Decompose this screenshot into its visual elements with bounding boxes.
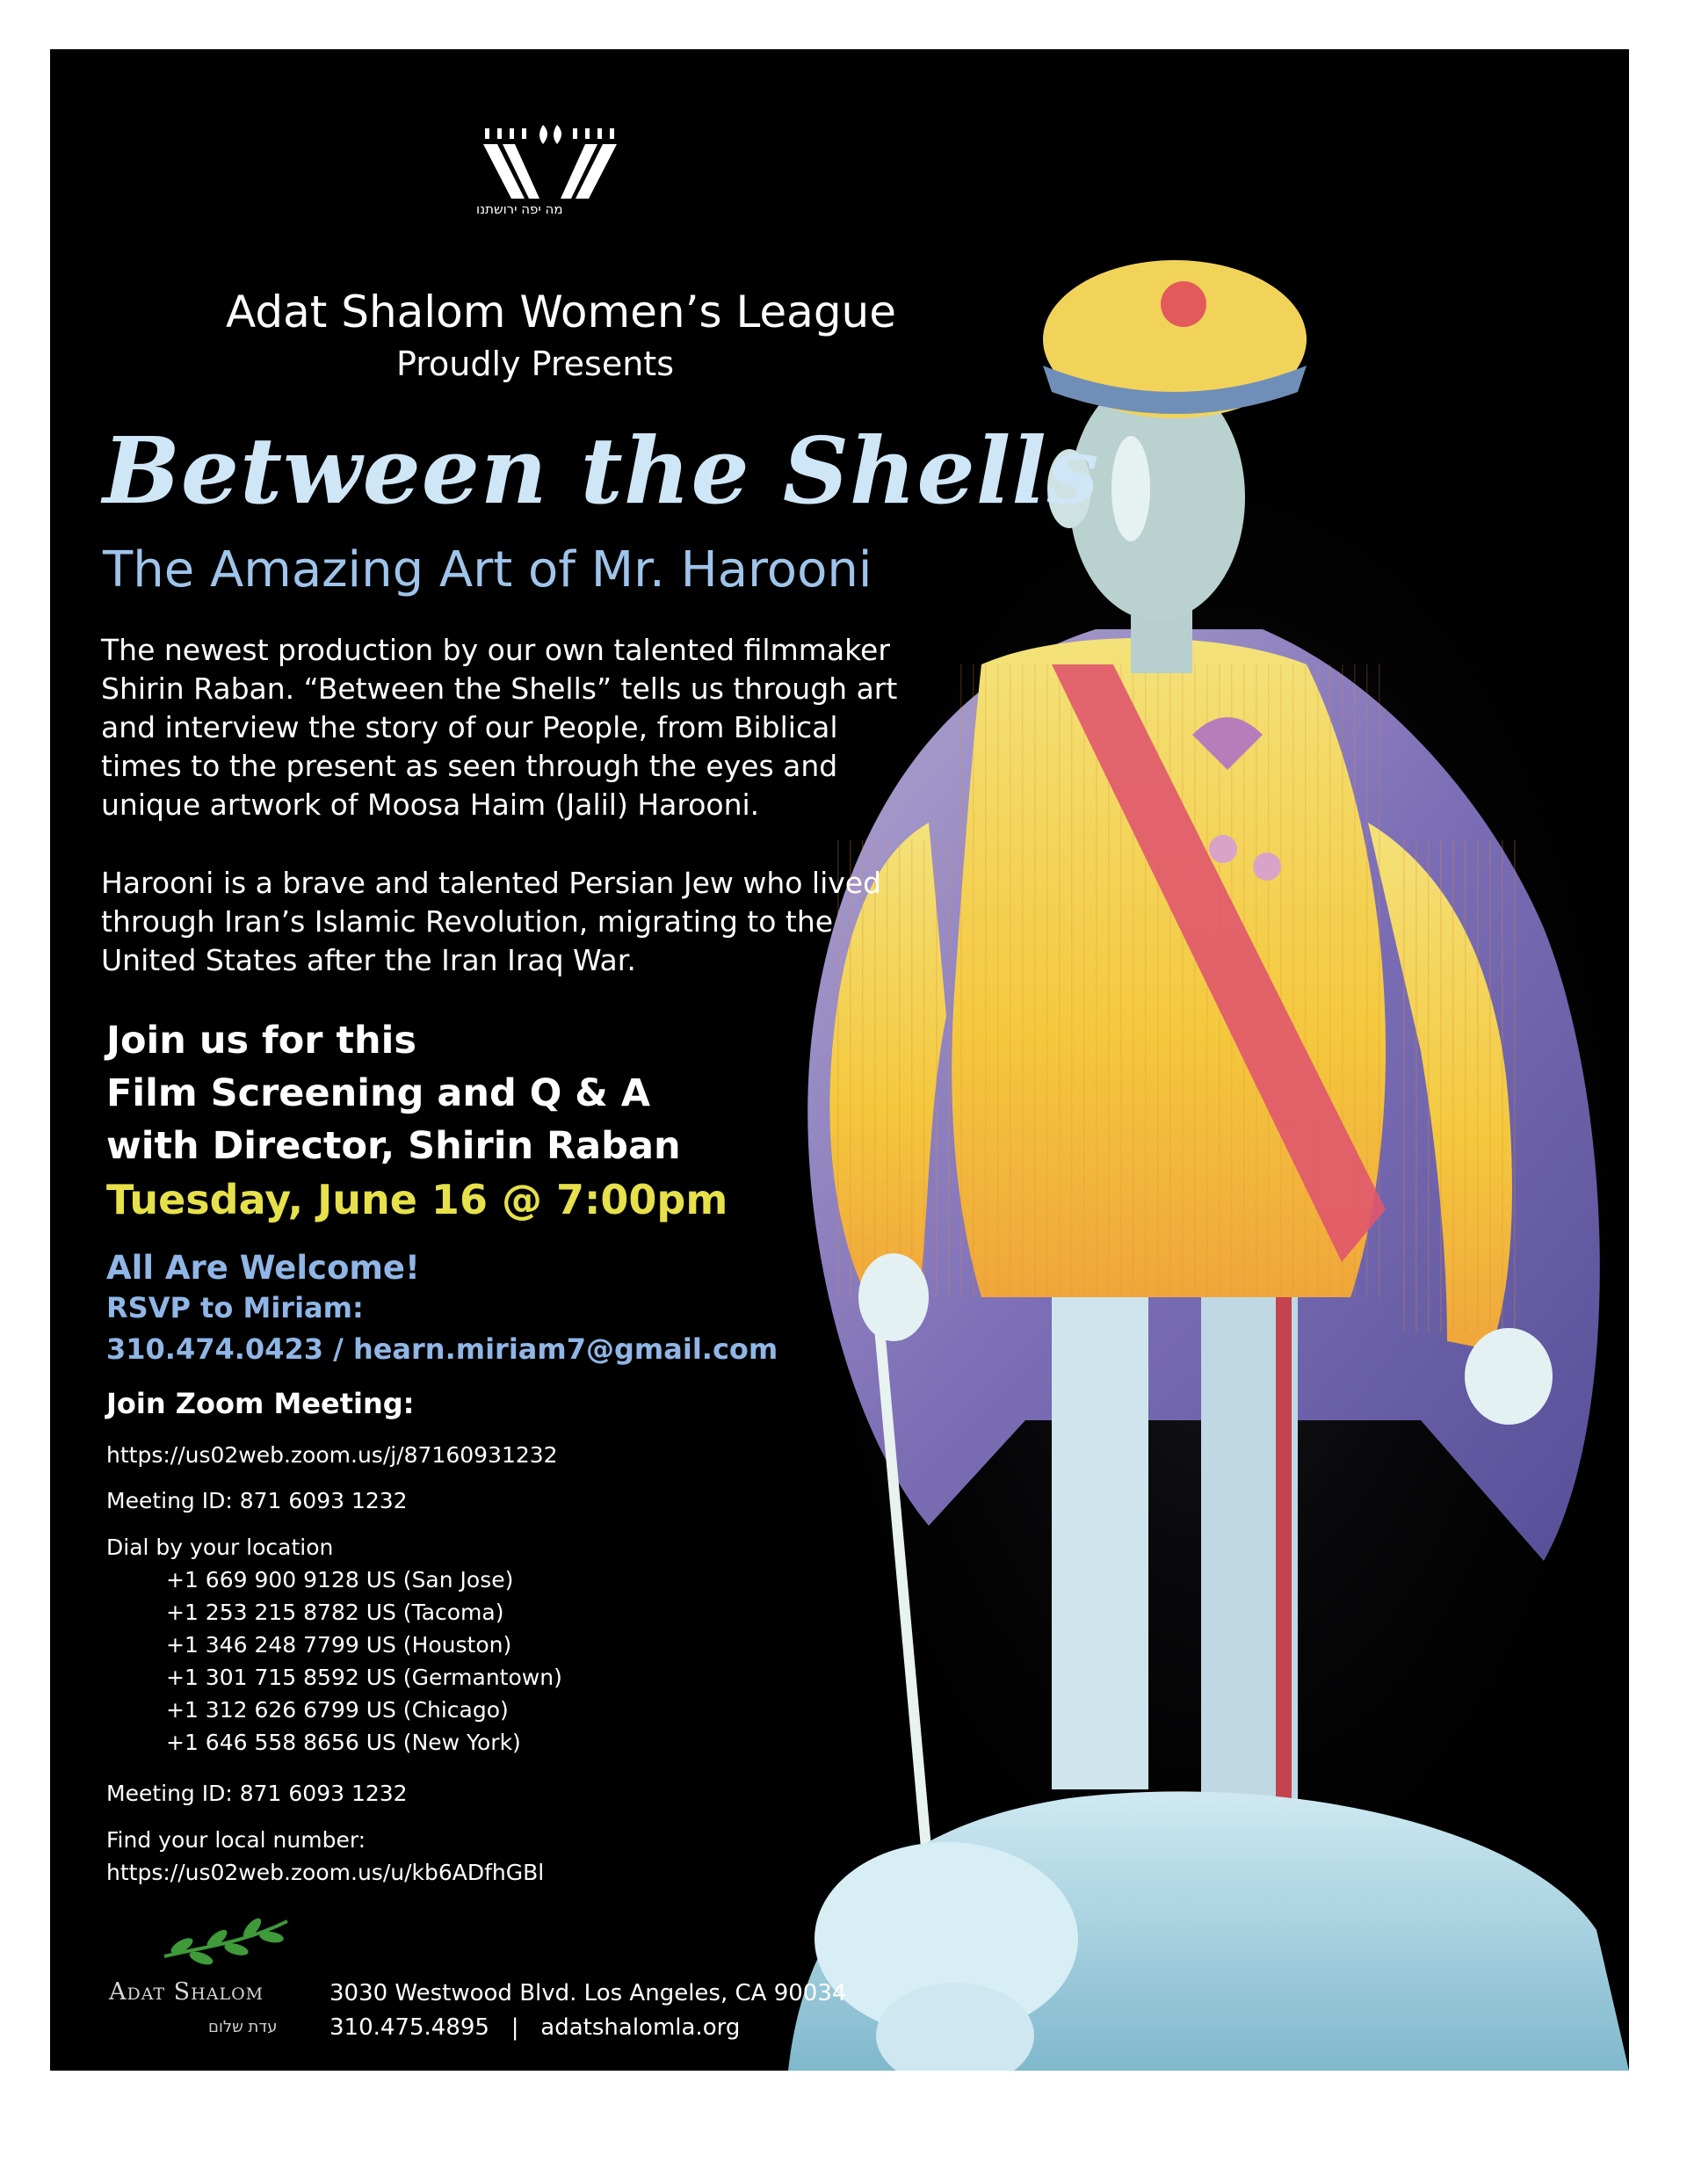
find-number-heading: Find your local number: — [106, 1827, 366, 1853]
description-paragraph: Harooni is a brave and talented Persian Jew who lived through Iran’s Islamic Revolution, migrating to the United States after the Iran Iraq War. — [101, 866, 882, 977]
zoom-meeting-link[interactable]: https://us02web.zoom.us/j/87160931232 — [106, 1442, 558, 1468]
welcome-text: All Are Welcome! — [106, 1249, 420, 1287]
dial-number: +1 669 900 9128 US (San Jose) — [166, 1567, 514, 1593]
event-date: Tuesday, June 16 @ 7:00pm — [106, 1176, 728, 1223]
footer-org-name: Adat Shalom — [109, 1978, 264, 2006]
olive-branch-icon — [156, 1912, 296, 1974]
event-line: with Director, Shirin Raban — [106, 1124, 681, 1168]
menorah-logo-icon — [476, 121, 626, 200]
footer-org-hebrew: עדת שלום — [208, 2018, 278, 2036]
footer-address: 3030 Westwood Blvd. Los Angeles, CA 90034 — [329, 1980, 847, 2006]
org-title: Adat Shalom Women’s League — [226, 287, 897, 337]
footer-contact: 310.475.4895 | adatshalomla.org — [329, 2014, 741, 2041]
logo-tagline: מה יפה ירושתנו — [476, 201, 563, 217]
description-paragraph: The newest production by our own talented filmmaker Shirin Raban. “Between the Shells” tells us through art and interview the story of our People, from Biblical times to the present as seen through the eyes and unique artwork of Moosa Haim (Jalil) Harooni. — [101, 633, 898, 822]
find-number-link[interactable]: https://us02web.zoom.us/u/kb6ADfhGBl — [106, 1860, 545, 1885]
page-title: Between the Shells — [103, 417, 1100, 525]
dial-heading: Dial by your location — [106, 1535, 334, 1560]
rsvp-label: RSVP to Miriam: — [106, 1291, 364, 1324]
dial-number: +1 301 715 8592 US (Germantown) — [166, 1665, 562, 1690]
dial-number: +1 253 215 8782 US (Tacoma) — [166, 1600, 504, 1625]
zoom-heading: Join Zoom Meeting: — [106, 1387, 415, 1420]
meeting-id: Meeting ID: 871 6093 1232 — [106, 1781, 408, 1806]
presents-line: Proudly Presents — [396, 345, 674, 383]
event-line: Join us for this — [106, 1019, 416, 1063]
dial-number: +1 346 248 7799 US (Houston) — [166, 1632, 512, 1658]
event-line: Film Screening and Q & A — [106, 1071, 650, 1115]
dial-number: +1 646 558 8656 US (New York) — [166, 1730, 521, 1755]
meeting-id: Meeting ID: 871 6093 1232 — [106, 1488, 408, 1513]
dial-number: +1 312 626 6799 US (Chicago) — [166, 1697, 509, 1723]
rsvp-contact-link[interactable]: 310.474.0423 / hearn.miriam7@gmail.com — [106, 1332, 778, 1366]
subtitle: The Amazing Art of Mr. Harooni — [103, 541, 872, 599]
poster — [50, 49, 1629, 2071]
